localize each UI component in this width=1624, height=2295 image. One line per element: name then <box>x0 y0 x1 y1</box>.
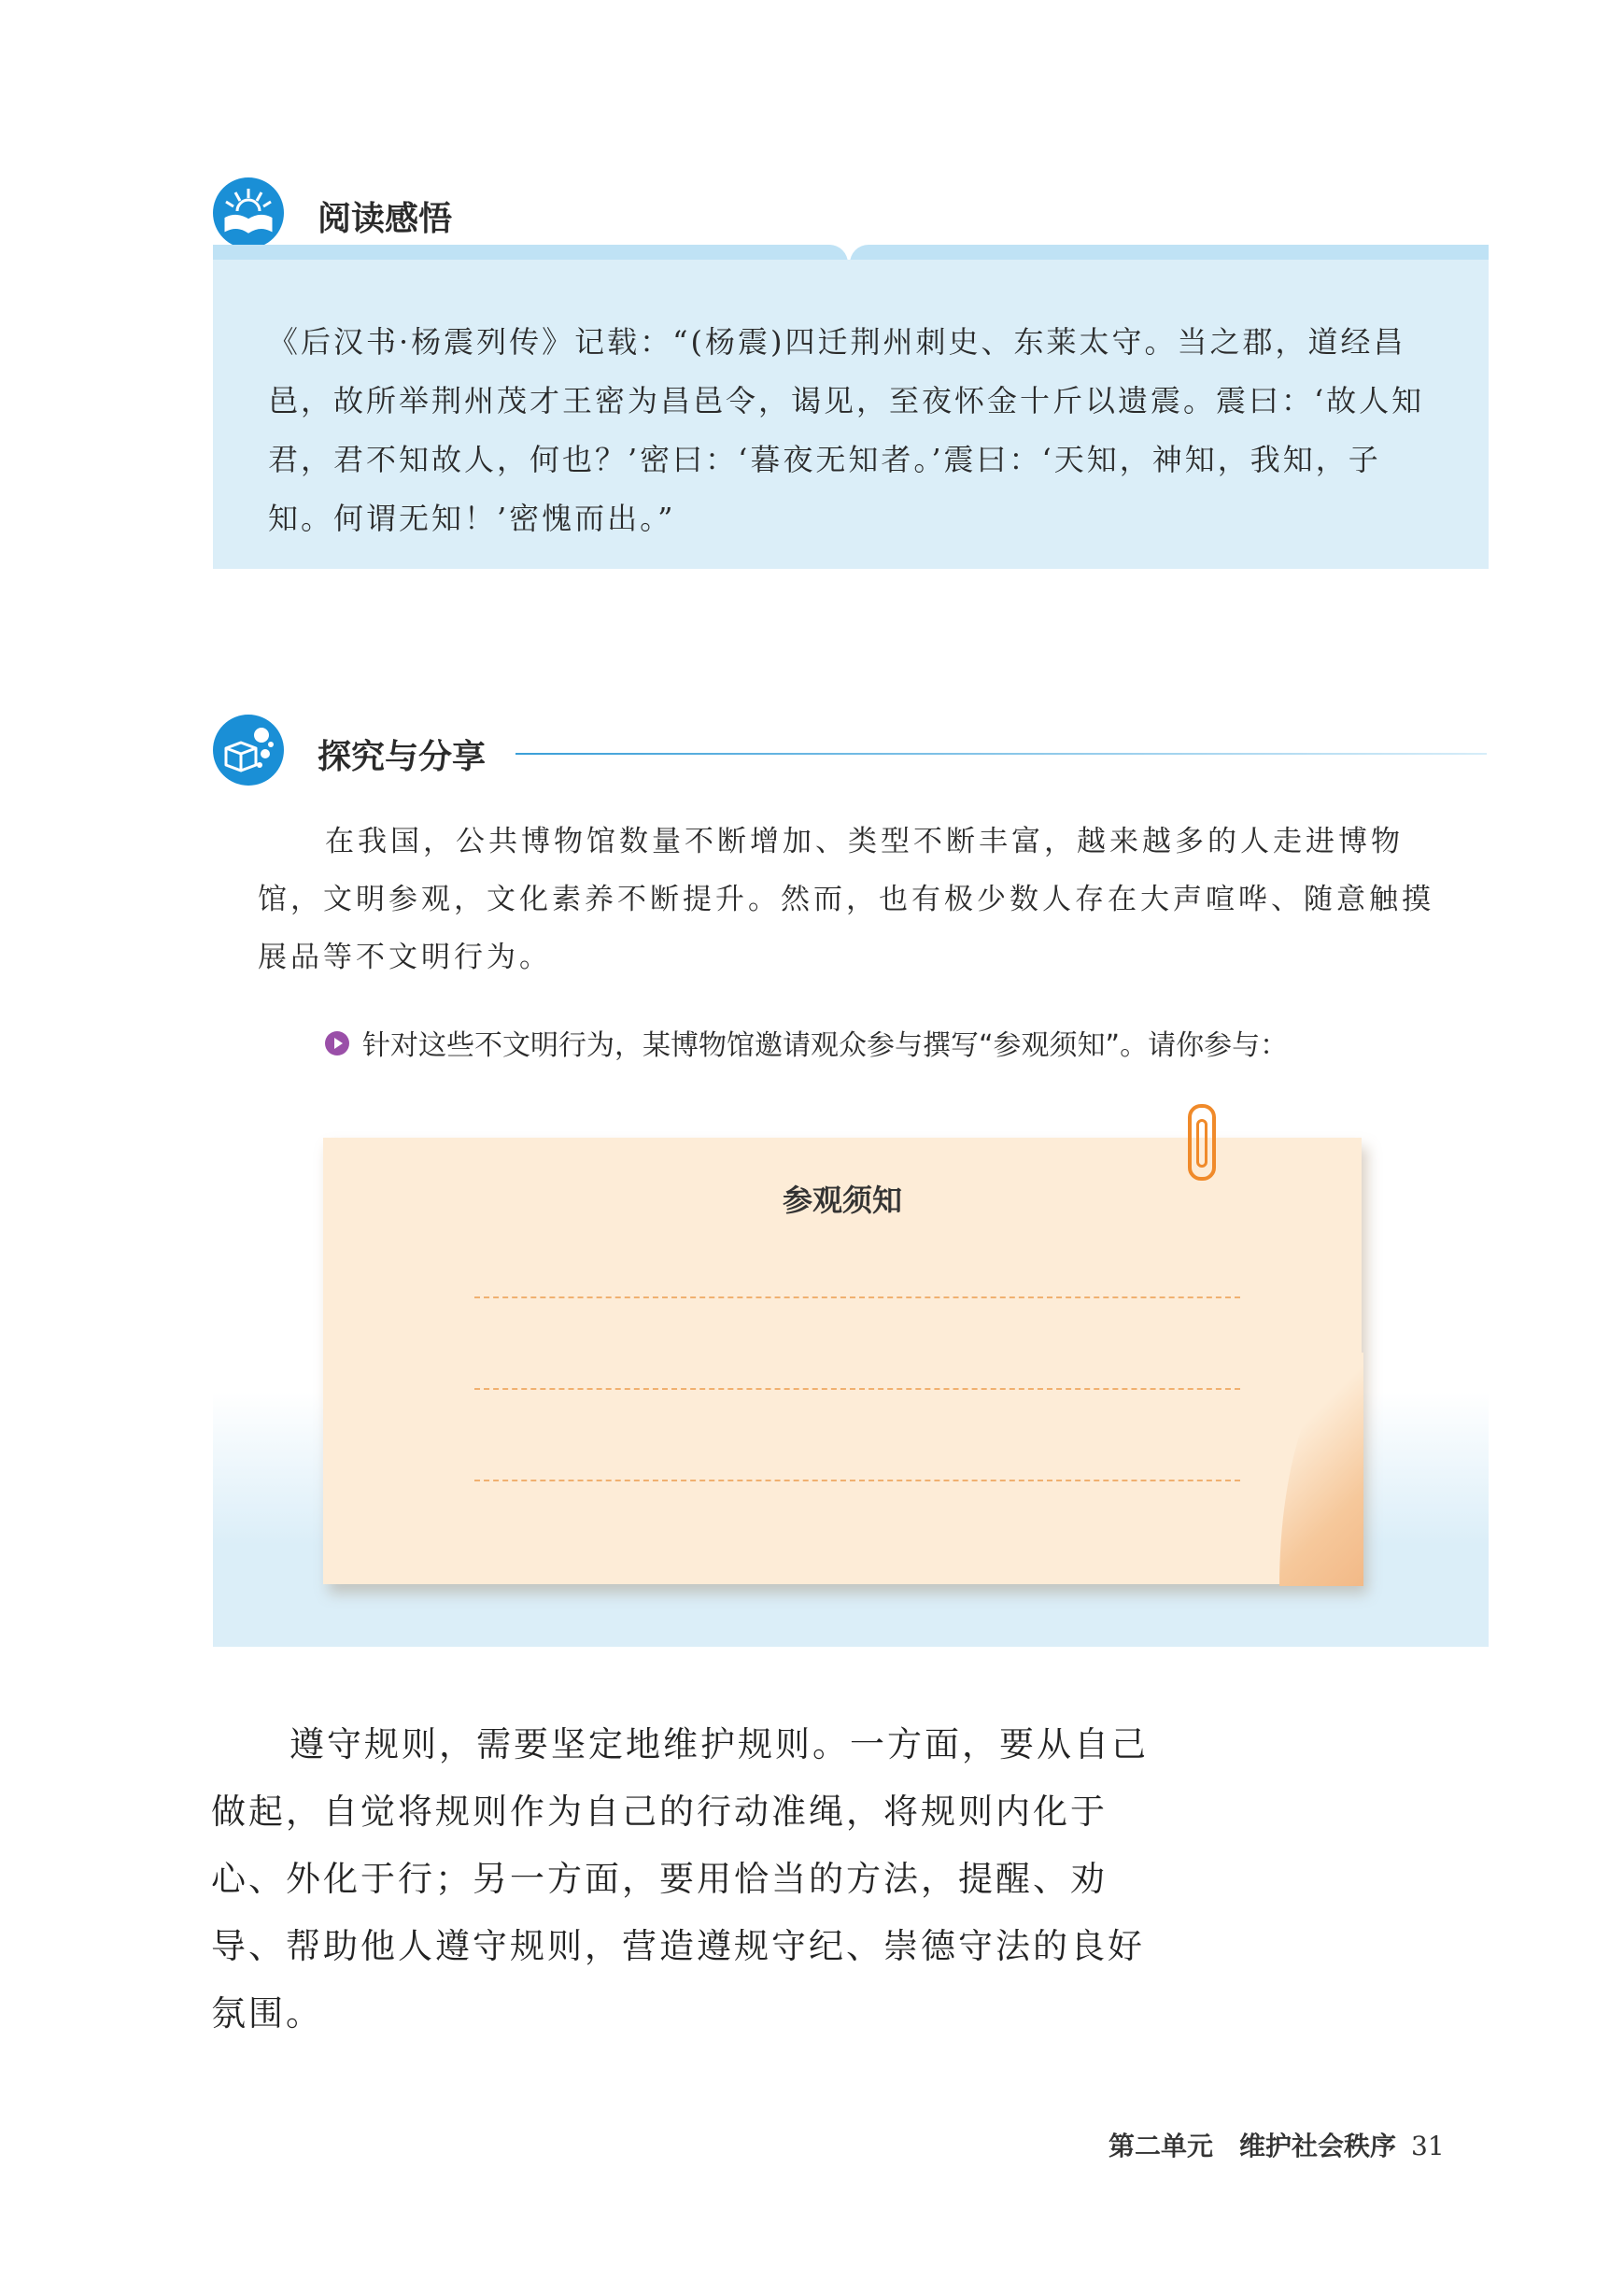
note-title: 参观须知 <box>782 1183 902 1218</box>
explore-divider <box>515 753 1487 755</box>
reading-text: 《后汉书·杨震列传》记载：“(杨震)四迁荆州刺史、东莱太守。当之郡，道经昌邑，故所举荆州茂才王密为昌邑令，谒见，至夜怀金十斤以遗震。震曰：‘故人知君，君不知故人，何也？’密曰：‘暮夜无知者。’震曰：‘天知，神知，我知，子知。何谓无知！’密愧而出。” <box>268 324 1425 536</box>
paperclip-inner <box>1196 1119 1207 1168</box>
page-footer <box>1109 2126 1445 2163</box>
visit-notice-card <box>323 1138 1362 1584</box>
body-paragraph: 遵守规则，需要坚定地维护规则。一方面，要从自己做起，自觉将规则作为自己的行动准绳，将规则内化于心、外化于行；另一方面，要用恰当的方法，提醒、劝导、帮助他人遵守规则，营造遵规守纪、崇德守法的良好氛围。 <box>211 1724 1149 2033</box>
footer-unit: 第二单元 维护社会秩序 <box>1109 2131 1397 2161</box>
open-book-sunrise-icon <box>213 177 284 248</box>
note-line[interactable] <box>474 1388 1240 1390</box>
cube-bubbles-icon <box>213 715 284 786</box>
explore-section-title: 探究与分享 <box>318 738 487 776</box>
note-line[interactable] <box>474 1480 1240 1481</box>
page-number: 31 <box>1411 2131 1445 2161</box>
reading-section-title: 阅读感悟 <box>318 200 453 238</box>
note-line[interactable] <box>474 1296 1240 1298</box>
explore-prompt: 针对这些不文明行为，某博物馆邀请观众参与撰写“参观须知”。请你参与： <box>362 1029 1289 1062</box>
explore-text: 在我国，公共博物馆数量不断增加、类型不断丰富，越来越多的人走进博物馆，文明参观，文化素养不断提升。然而，也有极少数人存在大声喧哗、随意触摸展品等不文明行为。 <box>258 825 1434 974</box>
play-bullet-icon <box>325 1031 349 1055</box>
